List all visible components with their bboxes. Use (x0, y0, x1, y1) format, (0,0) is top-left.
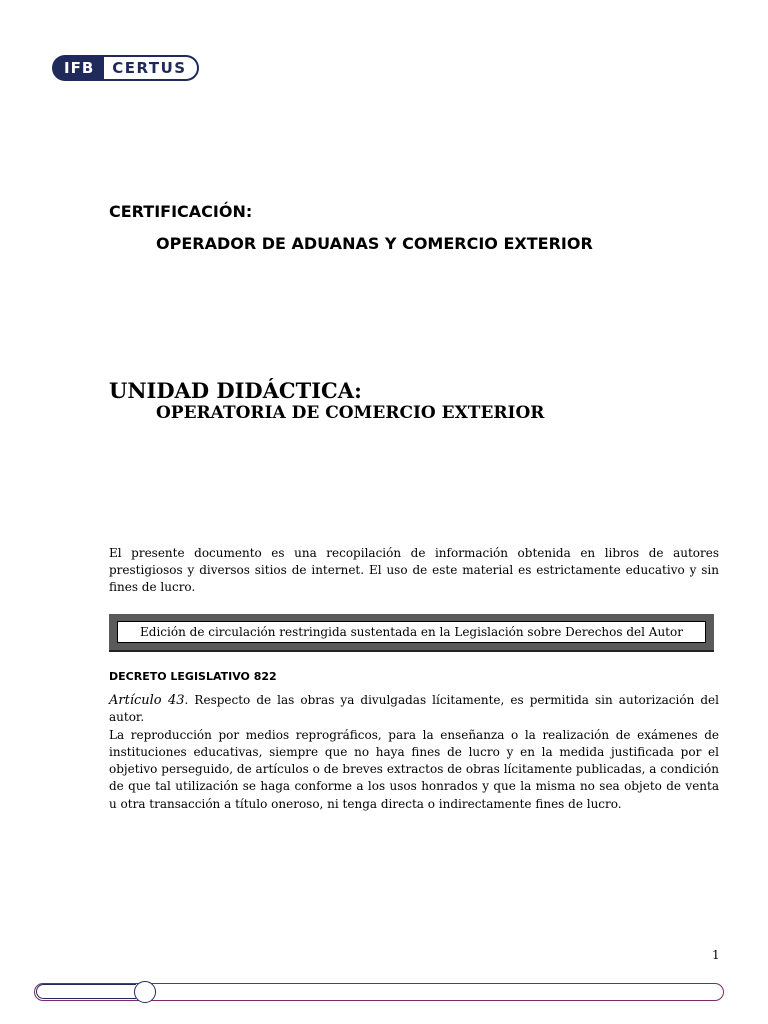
article-block (109, 692, 719, 813)
page-number: 1 (712, 948, 720, 962)
copyright-banner (109, 614, 714, 652)
certification-label: CERTIFICACIÓN: (109, 202, 253, 221)
unit-title: OPERATORIA DE COMERCIO EXTERIOR (156, 403, 545, 423)
article-body-paragraph: La reproducción por medios reprográficos, para la enseñanza o la realización de exámenes de instituciones educativas, siempre que no haya fines de lucro y en la medida justificada por el objetivo perseguido, de artículos o de breves extractos de obras lícitamente publicadas, a condición de que tal utilización se haga conforme a los usos honrados y que la misma no sea objeto de venta u otra transacción a título oneroso, ni tenga directa o indirectamente fines de lucro. (109, 727, 719, 811)
article-lead-text: . Respecto de las obras ya divulgadas lícitamente, es permitida sin autorización del autor. (109, 693, 719, 725)
article-reference: Artículo 43 (109, 693, 185, 708)
intro-paragraph: El presente documento es una recopilación de información obtenida en libros de autores prestigiosos y diversos sitios de internet. El uso de este material es estrictamente educativo y sin fines de lucro. (109, 546, 719, 594)
certification-title: OPERADOR DE ADUANAS Y COMERCIO EXTERIOR (156, 234, 593, 253)
unit-label: UNIDAD DIDÁCTICA: (109, 378, 362, 403)
copyright-banner-text: Edición de circulación restringida sustentada en la Legislación sobre Derechos del Autor (117, 621, 706, 643)
article-lead-paragraph (109, 692, 719, 727)
logo-certus-text: CERTUS (104, 55, 198, 81)
ifb-certus-logo (52, 55, 199, 81)
footer-decoration-circle (134, 981, 156, 1003)
decree-heading: DECRETO LEGISLATIVO 822 (109, 670, 277, 683)
footer-decoration-segment (36, 984, 136, 999)
logo-ifb-text: IFB (52, 55, 104, 81)
